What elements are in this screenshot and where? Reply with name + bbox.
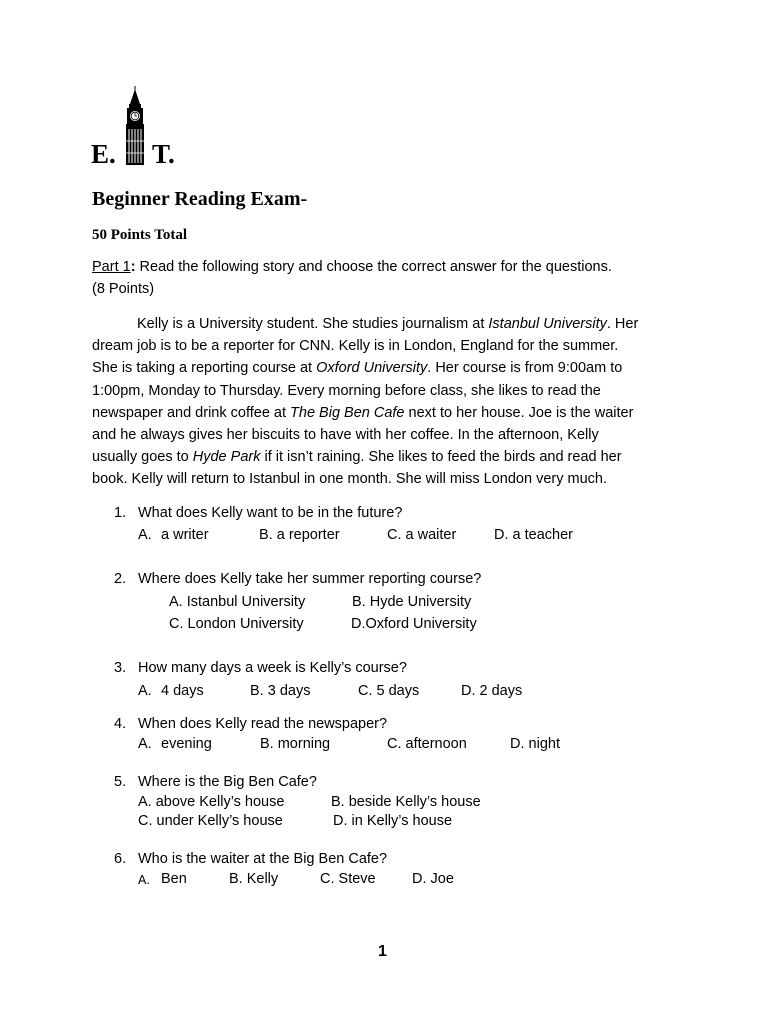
question-4-option-b: B. morning bbox=[260, 736, 331, 752]
question-6-option-c: C. Steve bbox=[320, 871, 376, 887]
part1-instruction bbox=[92, 259, 612, 275]
question-4-option-d: D. night bbox=[510, 736, 560, 752]
question-6-number: 6. bbox=[114, 851, 127, 867]
question-3-option-d: D. 2 days bbox=[461, 683, 523, 699]
question-3-option-b: B. 3 days bbox=[250, 683, 311, 699]
question-3-option-a-letter: A. bbox=[138, 683, 152, 699]
question-3-option-a: 4 days bbox=[161, 683, 204, 699]
points-total: 50 Points Total bbox=[92, 227, 188, 243]
question-1-text: What does Kelly want to be in the future? bbox=[138, 505, 403, 521]
story-paragraph bbox=[92, 313, 670, 491]
part1-instruction-text: Read the following story and choose the correct answer for the questions. bbox=[135, 259, 612, 275]
question-6-option-b: B. Kelly bbox=[229, 871, 279, 887]
question-4-option-a-letter: A. bbox=[138, 736, 152, 752]
question-2-number: 2. bbox=[114, 571, 127, 587]
story-line: and he always gives her biscuits to have with her coffee. In the afternoon, Kelly bbox=[92, 427, 599, 444]
part1-colon: : bbox=[130, 259, 136, 275]
logo-letter-e: E. bbox=[91, 139, 116, 169]
question-2-text: Where does Kelly take her summer reporting course? bbox=[138, 571, 482, 587]
part1-label: Part 1 bbox=[92, 259, 131, 275]
story-line: book. Kelly will return to Istanbul in one month. She will miss London very much. bbox=[92, 471, 607, 488]
question-2-option-d: D.Oxford University bbox=[351, 616, 477, 632]
story-line: dream job is to be a reporter for CNN. Kelly is in London, England for the summer. bbox=[92, 338, 619, 355]
question-3-option-c: C. 5 days bbox=[358, 683, 420, 699]
exam-title: Beginner Reading Exam- bbox=[92, 188, 308, 210]
page-number: 1 bbox=[378, 943, 387, 960]
question-6-option-a: Ben bbox=[161, 871, 187, 887]
story-line: usually goes to Hyde Park if it isn’t raining. She likes to feed the birds and read her bbox=[92, 449, 622, 466]
question-4-text: When does Kelly read the newspaper? bbox=[138, 716, 388, 732]
question-5-option-c: C. under Kelly’s house bbox=[138, 813, 283, 829]
question-2-option-a: A. Istanbul University bbox=[169, 594, 306, 610]
question-6-option-d: D. Joe bbox=[412, 871, 454, 887]
question-1-option-d: D. a teacher bbox=[494, 527, 573, 543]
question-1-option-a: a writer bbox=[161, 527, 209, 543]
part1-points: (8 Points) bbox=[92, 281, 155, 297]
question-5-option-a: A. above Kelly’s house bbox=[138, 794, 285, 810]
question-6-text: Who is the waiter at the Big Ben Cafe? bbox=[138, 851, 388, 867]
question-1-number: 1. bbox=[114, 505, 127, 521]
question-3-text: How many days a week is Kelly’s course? bbox=[138, 660, 407, 676]
question-1-option-c: C. a waiter bbox=[387, 527, 457, 543]
question-3-number: 3. bbox=[114, 660, 127, 676]
question-2-option-b: B. Hyde University bbox=[352, 594, 472, 610]
story-line: Kelly is a University student. She studies journalism at Istanbul University. Her bbox=[137, 316, 639, 332]
question-2-option-c: C. London University bbox=[169, 616, 304, 632]
question-5-number: 5. bbox=[114, 774, 127, 790]
question-1-option-b: B. a reporter bbox=[259, 527, 340, 543]
story-line: 1:00pm, Monday to Thursday. Every morning before class, she likes to read the bbox=[92, 382, 601, 399]
question-5-option-b: B. beside Kelly’s house bbox=[331, 794, 481, 810]
question-4-number: 4. bbox=[114, 716, 127, 732]
logo-letter-t: T. bbox=[152, 139, 175, 169]
question-4-option-a: evening bbox=[161, 736, 212, 752]
question-5-text: Where is the Big Ben Cafe? bbox=[138, 774, 317, 790]
question-6-option-a-letter: A. bbox=[138, 873, 150, 887]
question-1-option-a-letter: A. bbox=[138, 527, 152, 543]
story-line: She is taking a reporting course at Oxford University. Her course is from 9:00am to bbox=[92, 360, 623, 377]
question-5-option-d: D. in Kelly’s house bbox=[333, 813, 453, 829]
big-ben-icon bbox=[122, 86, 148, 166]
question-4-option-c: C. afternoon bbox=[387, 736, 467, 752]
story-line: newspaper and drink coffee at The Big Ben Cafe next to her house. Joe is the waiter bbox=[92, 404, 634, 421]
